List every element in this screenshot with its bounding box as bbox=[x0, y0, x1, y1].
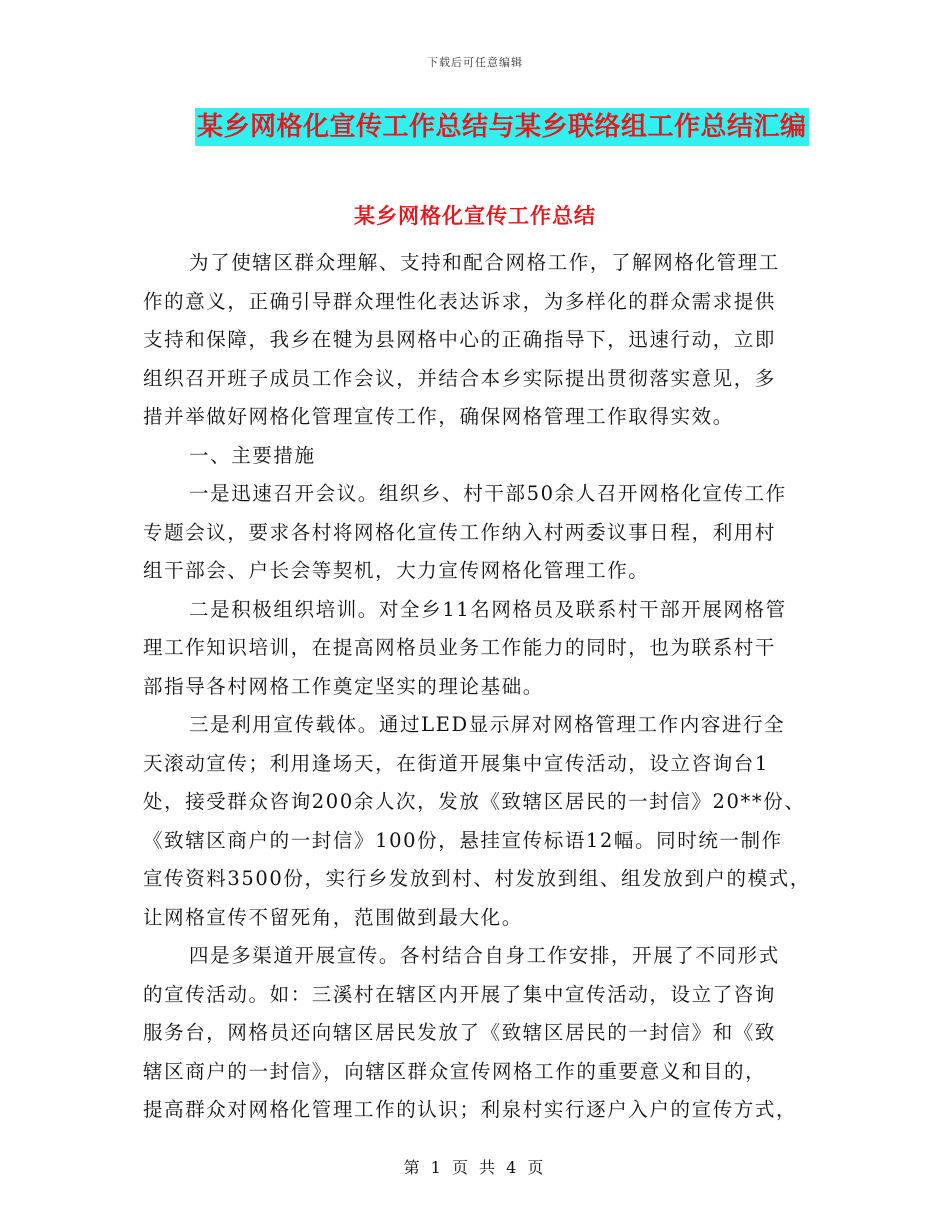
text-line: 三是利用宣传载体。通过LED显示屏对网格管理工作内容进行全 bbox=[189, 713, 786, 736]
text-line: 部指导各村网格工作奠定坚实的理论基础。 bbox=[143, 674, 544, 698]
text-line: 辖区商户的一封信》，向辖区群众宣传网格工作的重要意义和目的， bbox=[143, 1059, 767, 1083]
page-footer: 第 1 页 共 4 页 bbox=[403, 1158, 547, 1177]
text-line: 宣传资料3500份，实行乡发放到村、村发放到组、组发放到户的模式， bbox=[143, 867, 811, 890]
text-line: 为了使辖区群众理解、支持和配合网格工作，了解网格化管理工 bbox=[189, 251, 780, 274]
text-line: 四是多渠道开展宣传。各村结合自身工作安排，开展了不同形式 bbox=[189, 944, 780, 967]
text-line: 《致辖区商户的一封信》100份，悬挂宣传标语12幅。同时统一制作 bbox=[143, 828, 783, 852]
document-title: 某乡网格化宣传工作总结与某乡联络组工作总结汇编 bbox=[195, 108, 809, 146]
body-text bbox=[143, 244, 813, 1130]
text-line: 组干部会、户长会等契机，大力宣传网格化管理工作。 bbox=[143, 559, 650, 582]
text-line: 让网格宣传不留死角，范围做到最大化。 bbox=[143, 905, 523, 929]
text-line: 支持和保障，我乡在犍为县网格中心的正确指导下，迅速行动，立即 bbox=[143, 328, 777, 351]
text-line: 提高群众对网格化管理工作的认识；利泉村实行逐户入户的宣传方式， bbox=[143, 1098, 798, 1121]
text-line: 的宣传活动。如：三溪村在辖区内开展了集中宣传活动，设立了咨询 bbox=[143, 982, 777, 1006]
text-line: 处，接受群众咨询200余人次，发放《致辖区居民的一封信》20**份、 bbox=[143, 790, 806, 813]
section-title: 某乡网格化宣传工作总结 bbox=[354, 204, 596, 228]
text-line: 措并举做好网格化管理宣传工作，确保网格管理工作取得实效。 bbox=[143, 405, 734, 428]
text-line: 服务台，网格员还向辖区居民发放了《致辖区居民的一封信》和《致 bbox=[143, 1021, 777, 1044]
text-line: 一、主要措施 bbox=[189, 443, 316, 467]
page-header-note: 下载后可任意编辑 bbox=[427, 56, 523, 69]
text-line: 理工作知识培训，在提高网格员业务工作能力的同时，也为联系村干 bbox=[143, 636, 777, 659]
text-line: 一是迅速召开会议。组织乡、村干部50余人召开网格化宣传工作 bbox=[189, 482, 787, 505]
text-line: 作的意义，正确引导群众理性化表达诉求，为多样化的群众需求提供 bbox=[143, 289, 777, 313]
text-line: 专题会议，要求各村将网格化宣传工作纳入村两委议事日程，利用村 bbox=[143, 520, 777, 544]
text-line: 二是积极组织培训。对全乡11名网格员及联系村干部开展网格管 bbox=[189, 597, 787, 621]
text-line: 组织召开班子成员工作会议，并结合本乡实际提出贯彻落实意见，多 bbox=[143, 366, 777, 390]
text-line: 天滚动宣传；利用逢场天，在街道开展集中宣传活动，设立咨询台1 bbox=[143, 751, 769, 775]
